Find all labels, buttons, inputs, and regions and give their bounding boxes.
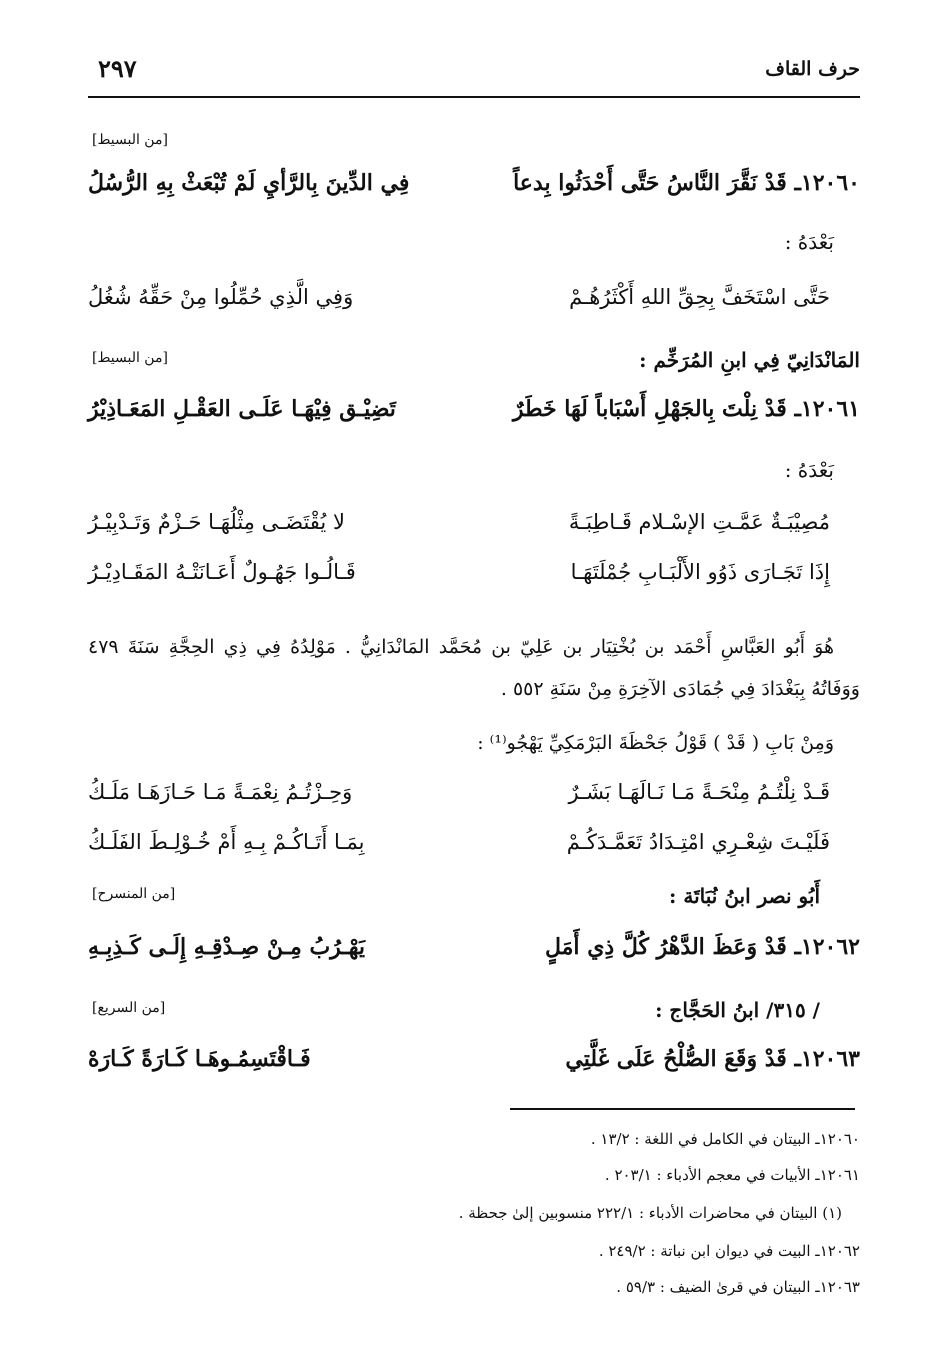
poet-name: / ٣١٥/ ابنُ الحَجَّاج : (655, 998, 820, 1022)
poet-name: أَبُو نصر ابنُ نُبَاتَة : (669, 884, 820, 908)
footnote-text: (١) البيتان في محاضرات الأدباء : ٢٢٢/١ منسوبين إلىٰ جحظة . (458, 1204, 842, 1222)
hemistich-first: ١٢٠٦٠ـ قَدْ نَقَّرَ النَّاسُ حَتَّى أَحْدَثُوا بِدعاً (513, 170, 860, 196)
hemistich-second: قَـالُـوا جَهُـولٌ أَعَـانَتْـهُ المَقَـادِيْـرُ (88, 560, 356, 584)
hemistich-second: تَضِيْـق فِيْهَـا عَلَـى العَقْـلِ المَعَـاذِيْرُ (88, 396, 396, 422)
poet-name: المَانْدَانِيّ فِي ابنِ المُرَخِّم : (639, 348, 860, 372)
verse-line (88, 170, 860, 220)
hemistich-second: يَهْـرُبُ مِـنْ صِـدْقِـهِ إِلَـى كَـذِبِـهِ (88, 934, 366, 960)
after-label: بَعْدَهُ : (784, 230, 834, 254)
hemistich-second: وَفِي الَّذِي حُمِّلُوا مِنْ حَقِّهُ شُغُلُ (88, 285, 354, 309)
footnote (88, 1204, 860, 1222)
hemistich-first: فَلَيْـتَ شِعْـرِي امْتِـدَادُ تَعَمَّـدَكُـمْ (566, 830, 830, 854)
meter-label: [من المنسرح] (92, 886, 176, 902)
footnote-text: ١٢٠٦٣ـ البيتان في قرىٰ الضيف : ٥٩/٣ . (616, 1278, 860, 1296)
page-header (88, 52, 860, 98)
after-label-row (88, 230, 860, 280)
verse-line (88, 830, 860, 880)
meter-label: [من البسيط] (92, 350, 168, 366)
verse-line (88, 780, 860, 830)
hemistich-first: ١٢٠٦٣ـ قَدْ وَقَعَ الصُّلْحُ عَلَى غَلَّتِي (565, 1046, 860, 1072)
hemistich-second: وَحِـزْتُـمُ نِعْمَـةً مَـا حَـازَهَـا مَلَـكُ (88, 780, 353, 804)
poet-row (88, 884, 860, 934)
chapter-title: حرف القاف (765, 58, 860, 80)
verse-line (88, 510, 860, 560)
after-label-row (88, 458, 860, 508)
page-number: ٢٩٧ (98, 54, 137, 83)
hemistich-second: بِمَـا أَتَـاكُـمْ بِـهِ أَمْ خُـوْلِـطَ الفَلَـكُ (88, 830, 365, 854)
verse-line (88, 1046, 860, 1096)
verse-line (88, 934, 860, 984)
intro-line: وَمِنْ بَابِ ( قَدْ ) قَوْلُ جَحْظَةَ البَرْمَكِيِّ يَهْجُو⁽¹⁾ : (477, 732, 834, 754)
meter-label: [من السريع] (92, 1000, 166, 1016)
hemistich-first: حَتَّى اسْتَخَفَّ بِحِقِّ اللهِ أَكْثَرُهُـمْ (569, 285, 830, 309)
footnote-text: ١٢٠٦٢ـ البيت في ديوان ابن نباتة : ٢٤٩/٢ . (598, 1242, 860, 1260)
poet-row (88, 348, 860, 398)
after-label: بَعْدَهُ : (784, 458, 834, 482)
hemistich-second: فِي الدِّينَ بِالرَّأيِ لَمْ تُبْعَثْ بِهِ الرُّسُلُ (88, 170, 410, 196)
verse-line (88, 285, 860, 335)
biography-paragraph: هُوَ أَبُو العَبَّاسِ أَحْمَد بن بُخْتِيَار بن عَلِيّ بن مُحَمَّد المَانْدَانِيُّ . مَوْلِدُهُ فِي ذِي الحِجَّةِ سَنَةَ ٤٧٩ وَوَفَاتُهُ بِبَغْدَادَ فِي جُمَادَى الآخِرَةِ مِنْ سَنَةِ ٥٥٢ . (88, 636, 860, 700)
footnote (88, 1166, 860, 1184)
poet-row (88, 998, 860, 1048)
meter-label: [من البسيط] (92, 132, 168, 148)
verse-line (88, 396, 860, 446)
hemistich-first: إِذَا تَجَـارَى ذَوُو الأَلْبَـابِ جُمْلَتَهَـا (570, 560, 830, 584)
footnote-text: ١٢٠٦٠ـ البيتان في الكامل في اللغة : ١٣/٢ . (590, 1130, 860, 1148)
hemistich-first: قَـدْ نِلْتُـمُ مِنْحَـةً مَـا نَـالَهَـا بَشَـرٌ (568, 780, 830, 804)
hemistich-first: ١٢٠٦٢ـ قَدْ وَعَظَ الدَّهْرُ كُلَّ ذِي أَمَلٍ (544, 934, 860, 960)
verse-line (88, 560, 860, 610)
footnote (88, 1242, 860, 1260)
hemistich-first: مُصِيْبَـةٌ عَمَّـتِ الإسْـلام قَـاطِبَـةً (568, 510, 830, 534)
footnote-divider (510, 1108, 855, 1110)
footnote-text: ١٢٠٦١ـ الأبيات في معجم الأدباء : ٢٠٣/١ . (604, 1166, 860, 1184)
hemistich-first: ١٢٠٦١ـ قَدْ نِلْتَ بِالجَهْلِ أَسْبَاباً لَهَا خَطَرٌ (512, 396, 860, 422)
footnote (88, 1130, 860, 1148)
hemistich-second: فَـاقْتَسِمُـوهَـا كَـارَةً كَـارَهْ (88, 1046, 311, 1072)
hemistich-second: لا يُقْتَضَـى مِثْلُهَـا حَـزْمٌ وَتَـدْبِيْـرُ (88, 510, 345, 534)
footnote (88, 1278, 860, 1296)
